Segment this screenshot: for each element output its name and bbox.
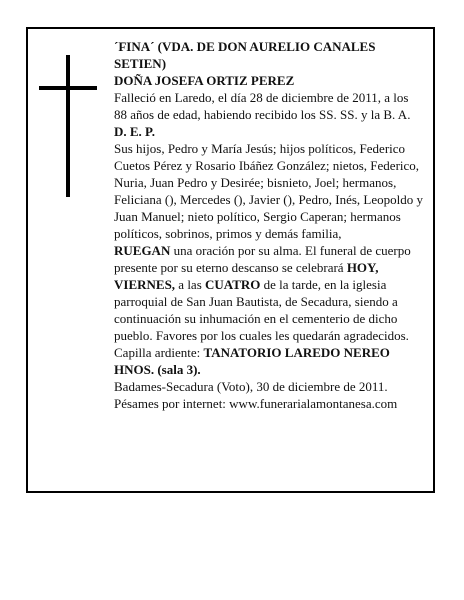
- obituary-text: [114, 38, 424, 412]
- rip-line: D. E. P.: [114, 124, 156, 139]
- day-bold: HOY, VIERNES,: [114, 260, 379, 292]
- deceased-name: DOÑA JOSEFA ORTIZ PEREZ: [114, 73, 295, 88]
- place-date: Badames-Secadura (Voto), 30 de diciembre de 2011.: [114, 379, 388, 394]
- request-bold: RUEGAN: [114, 243, 171, 258]
- at-text: a las: [175, 277, 206, 292]
- funeral-text: de la tarde, en la iglesia parroquial de San Juan Bautista, de Secadura, siendo a continuación su inhumación en el cementerio de dicho pueblo. Favores por los cuales les quedarán agradecidos. Capilla ardiente:: [114, 277, 409, 360]
- family-text: Sus hijos, Pedro y María Jesús; hijos políticos, Federico Cuetos Pérez y Rosario Ibáñez González; nietos, Federico, Nuria, Juan Pedro y Desirée; bisnieto, Joel; hermanos, Feliciana (), Mercedes (), Javier (), Pedro, Inés, Leopoldo y Juan Manuel; nieto político, Sergio Caperan; hermanos políticos, sobrinos, primos y demás familia,: [114, 141, 423, 241]
- death-text: Falleció en Laredo, el día 28 de diciembre de 2011, a los 88 años de edad, habiendo recibido los SS. SS. y la B. A.: [114, 90, 411, 122]
- time-bold: CUATRO: [205, 277, 261, 292]
- cross-icon-arm: [39, 86, 97, 90]
- condolences-line: Pésames por internet: www.funerarialamontanesa.com: [114, 396, 398, 411]
- cross-icon: [66, 55, 70, 197]
- chapel-bold: TANATORIO LAREDO NEREO HNOS. (sala 3).: [114, 345, 390, 377]
- nickname-line: ´FINA´ (VDA. DE DON AURELIO CANALES SETIEN): [114, 39, 376, 71]
- request-text: una oración por su alma. El funeral de cuerpo presente por su eterno descanso se celebrará: [114, 243, 411, 275]
- funeral-paragraph: [114, 242, 424, 378]
